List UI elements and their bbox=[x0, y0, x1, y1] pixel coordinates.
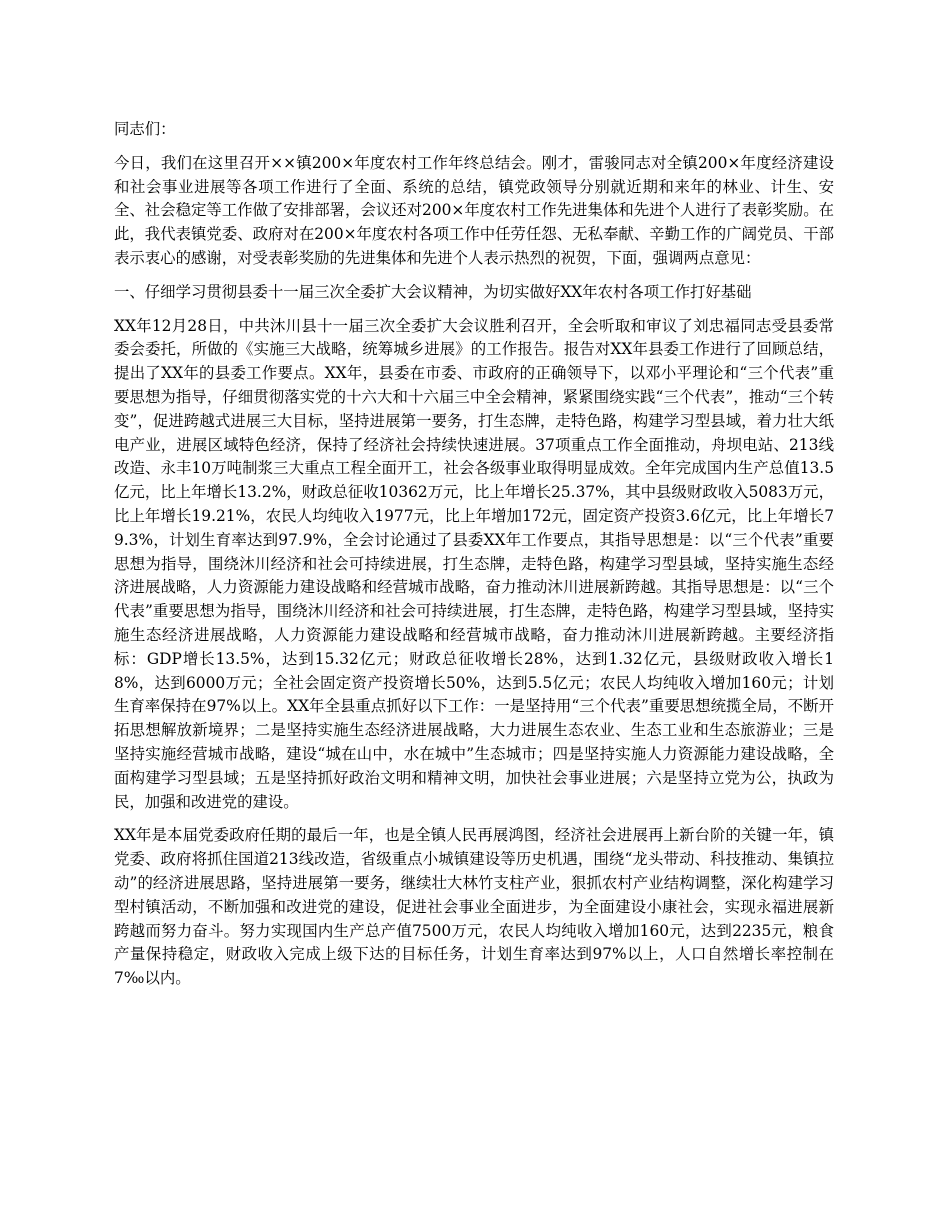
paragraph-county-meeting: XX年12月28日，中共沐川县十一届三次全委扩大会议胜利召开，全会听取和审议了刘忠福同志受县委常委会委托，所做的《实施三大战略，统筹城乡进展》的工作报告。报告对XX年县委工作进行了回顾总结，提出了XX年的县委工作要点。XX年，县委在市委、市政府的正确领导下，以邓小平理论和“三个代表”重要思想为指导，仔细贯彻落实党的十六大和十六届三中全会精神，紧紧围绕实践“三个代表”，推动“三个转变”，促进跨越式进展三大目标，坚持进展第一要务，打生态牌，走特色路，构建学习型县域，着力壮大纸电产业，进展区域特色经济，保持了经济社会持续快速进展。37项重点工作全面推动，舟坝电站、213线改造、永丰10万吨制浆三大重点工程全面开工，社会各级事业取得明显成效。全年完成国内生产总值13.5亿元，比上年增长13.2%，财政总征收10362万元，比上年增长25.37%，其中县级财政收入5083万元，比上年增长19.21%，农民人均纯收入1977元，比上年增加172元，固定资产投资3.6亿元，比上年增长79.3%，计划生育率达到97.9%，全会讨论通过了县委XX年工作要点，其指导思想是：以“三个代表”重要思想为指导，围绕沐川经济和社会可持续进展，打生态牌，走特色路，构建学习型县域，坚持实施生态经济进展战略，人力资源能力建设战略和经营城市战略，奋力推动沐川进展新跨越。其指导思想是：以“三个代表”重要思想为指导，围绕沐川经济和社会可持续进展，打生态牌，走特色路，构建学习型县域，坚持实施生态经济进展战略，人力资源能力建设战略和经营城市战略，奋力推动沐川进展新跨越。主要经济指标：GDP增长13.5%，达到15.32亿元；财政总征收增长28%，达到1.32亿元，县级财政收入增长18%，达到6000万元；全社会固定资产投资增长50%，达到5.5亿元；农民人均纯收入增加160元；计划生育率保持在97%以上。XX年全县重点抓好以下工作：一是坚持用“三个代表”重要思想统揽全局，不断开拓思想解放新境界；二是坚持实施生态经济进展战略，大力进展生态农业、生态工业和生态旅游业；三是坚持实施经营城市战略，建设“城在山中，水在城中”生态城市；四是坚持实施人力资源能力建设战略，全面构建学习型县域；五是坚持抓好政治文明和精神文明，加快社会事业进展；六是坚持立党为公，执政为民，加强和改进党的建设。 bbox=[114, 316, 834, 811]
paragraph-opening: 今日，我们在这里召开××镇200×年度农村工作年终总结会。刚才，雷骏同志对全镇200×年度经济建设和社会事业进展等各项工作进行了全面、系统的总结，镇党政领导分别就近期和来年的林业、计生、安全、社会稳定等工作做了安排部署，会议还对200×年度农村工作先进集体和先进个人进行了表彰奖励。在此，我代表镇党委、政府对在200×年度农村各项工作中任劳任怨、无私奉献、辛勤工作的广阔党员、干部表示衷心的感谢，对受表彰奖励的先进集体和先进个人表示热烈的祝贺，下面，强调两点意见： bbox=[114, 153, 834, 267]
document-body bbox=[114, 118, 834, 1001]
greeting: 同志们： bbox=[114, 120, 176, 138]
paragraph-town-goals: XX年是本届党委政府任期的最后一年，也是全镇人民再展鸿图，经济社会进展再上新台阶的关键一年，镇党委、政府将抓住国道213线改造，省级重点小城镇建设等历史机遇，围绕“龙头带动、科技推动、集镇拉动”的经济进展思路，坚持进展第一要务，继续壮大林竹支柱产业，狠抓农村产业结构调整，深化构建学习型村镇活动，不断加强和改进党的建设，促进社会事业全面进步，为全面建设小康社会，实现永福进展新跨越而努力奋斗。努力实现国内生产总产值7500万元，农民人均纯收入增加160元，达到2235元，粮食产量保持稳定，财政收入完成上级下达的目标任务，计划生育率达到97%以上，人口自然增长率控制在7‰以内。 bbox=[114, 826, 834, 988]
section-heading-1: 一、仔细学习贯彻县委十一届三次全委扩大会议精神，为切实做好XX年农村各项工作打好基础 bbox=[114, 282, 752, 301]
